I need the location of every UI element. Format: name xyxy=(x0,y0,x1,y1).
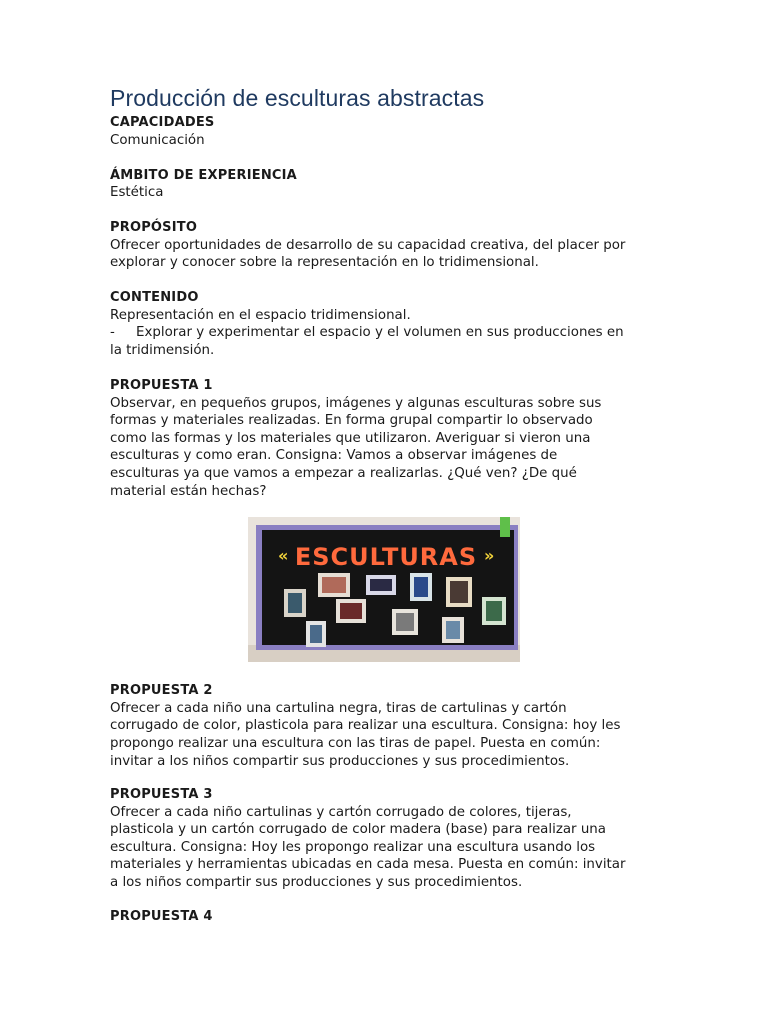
document-body xyxy=(110,84,670,925)
propuesta1-line: Observar, en pequeños grupos, imágenes y algunas esculturas sobre sus xyxy=(110,395,602,411)
propuesta2-line: Ofrecer a cada niño una cartulina negra, tiras de cartulinas y cartón xyxy=(110,700,567,716)
banner-text: ESCULTURAS xyxy=(294,543,478,572)
propuesta1-line: esculturas y como eran. Consigna: Vamos a observar imágenes de xyxy=(110,448,558,464)
propuesta3-line: a los niños compartir sus producciones y sus procedimientos. xyxy=(110,874,523,890)
contenido-heading: CONTENIDO xyxy=(110,290,199,306)
contenido-line: Representación en el espacio tridimensional. xyxy=(110,307,411,323)
bulletin-board-photo xyxy=(248,517,520,662)
propuesta3-heading: PROPUESTA 3 xyxy=(110,787,213,803)
ambito-heading: ÁMBITO DE EXPERIENCIA xyxy=(110,167,297,183)
svg-text:»: » xyxy=(484,546,495,566)
propuesta1-line: formas y materiales realizadas. En forma grupal compartir lo observado xyxy=(110,413,593,429)
propuesta3-line: escultura. Consigna: Hoy les propongo realizar una escultura usando los xyxy=(110,839,596,855)
propuesta2-line: invitar a los niños compartir sus producciones y sus procedimientos. xyxy=(110,753,570,769)
document-title: Producción de esculturas abstractas xyxy=(110,85,485,111)
propuesta2-line: propongo realizar una escultura con las tiras de papel. Puesta en común: xyxy=(110,735,601,751)
propuesta2-line: corrugado de color, plasticola para realizar una escultura. Consigna: hoy les xyxy=(110,718,621,734)
capacidades-heading: CAPACIDADES xyxy=(110,115,215,130)
contenido-bullet-text: Explorar y experimentar el espacio y el volumen en sus producciones en xyxy=(136,325,624,341)
propuesta1-line: esculturas ya que vamos a empezar a realizarlas. ¿Qué ven? ¿De qué xyxy=(110,466,577,482)
propuesta1-line: como las formas y los materiales que utilizaron. Averiguar si vieron una xyxy=(110,430,591,446)
capacidades-text: Comunicación xyxy=(110,132,205,148)
propuesta2-heading: PROPUESTA 2 xyxy=(110,683,213,699)
proposito-line: Ofrecer oportunidades de desarrollo de su capacidad creativa, del placer por xyxy=(110,237,626,253)
contenido-bullet-line xyxy=(110,324,670,342)
contenido-line: la tridimensión. xyxy=(110,343,215,359)
propuesta3-line: materiales y herramientas ubicadas en cada mesa. Puesta en común: invitar xyxy=(110,857,626,873)
propuesta1-heading: PROPUESTA 1 xyxy=(110,378,213,394)
ambito-text: Estética xyxy=(110,185,164,201)
propuesta4-heading: PROPUESTA 4 xyxy=(110,908,213,924)
svg-text:«: « xyxy=(278,546,289,566)
proposito-heading: PROPÓSITO xyxy=(110,220,198,236)
propuesta3-line: plasticola y un cartón corrugado de color madera (base) para realizar una xyxy=(110,822,607,838)
propuesta3-line: Ofrecer a cada niño cartulinas y cartón corrugado de colores, tijeras, xyxy=(110,804,572,820)
proposito-line: explorar y conocer sobre la representación en lo tridimensional. xyxy=(110,255,539,271)
dash-bullet: - xyxy=(110,325,115,341)
propuesta1-line: material están hechas? xyxy=(110,483,267,499)
